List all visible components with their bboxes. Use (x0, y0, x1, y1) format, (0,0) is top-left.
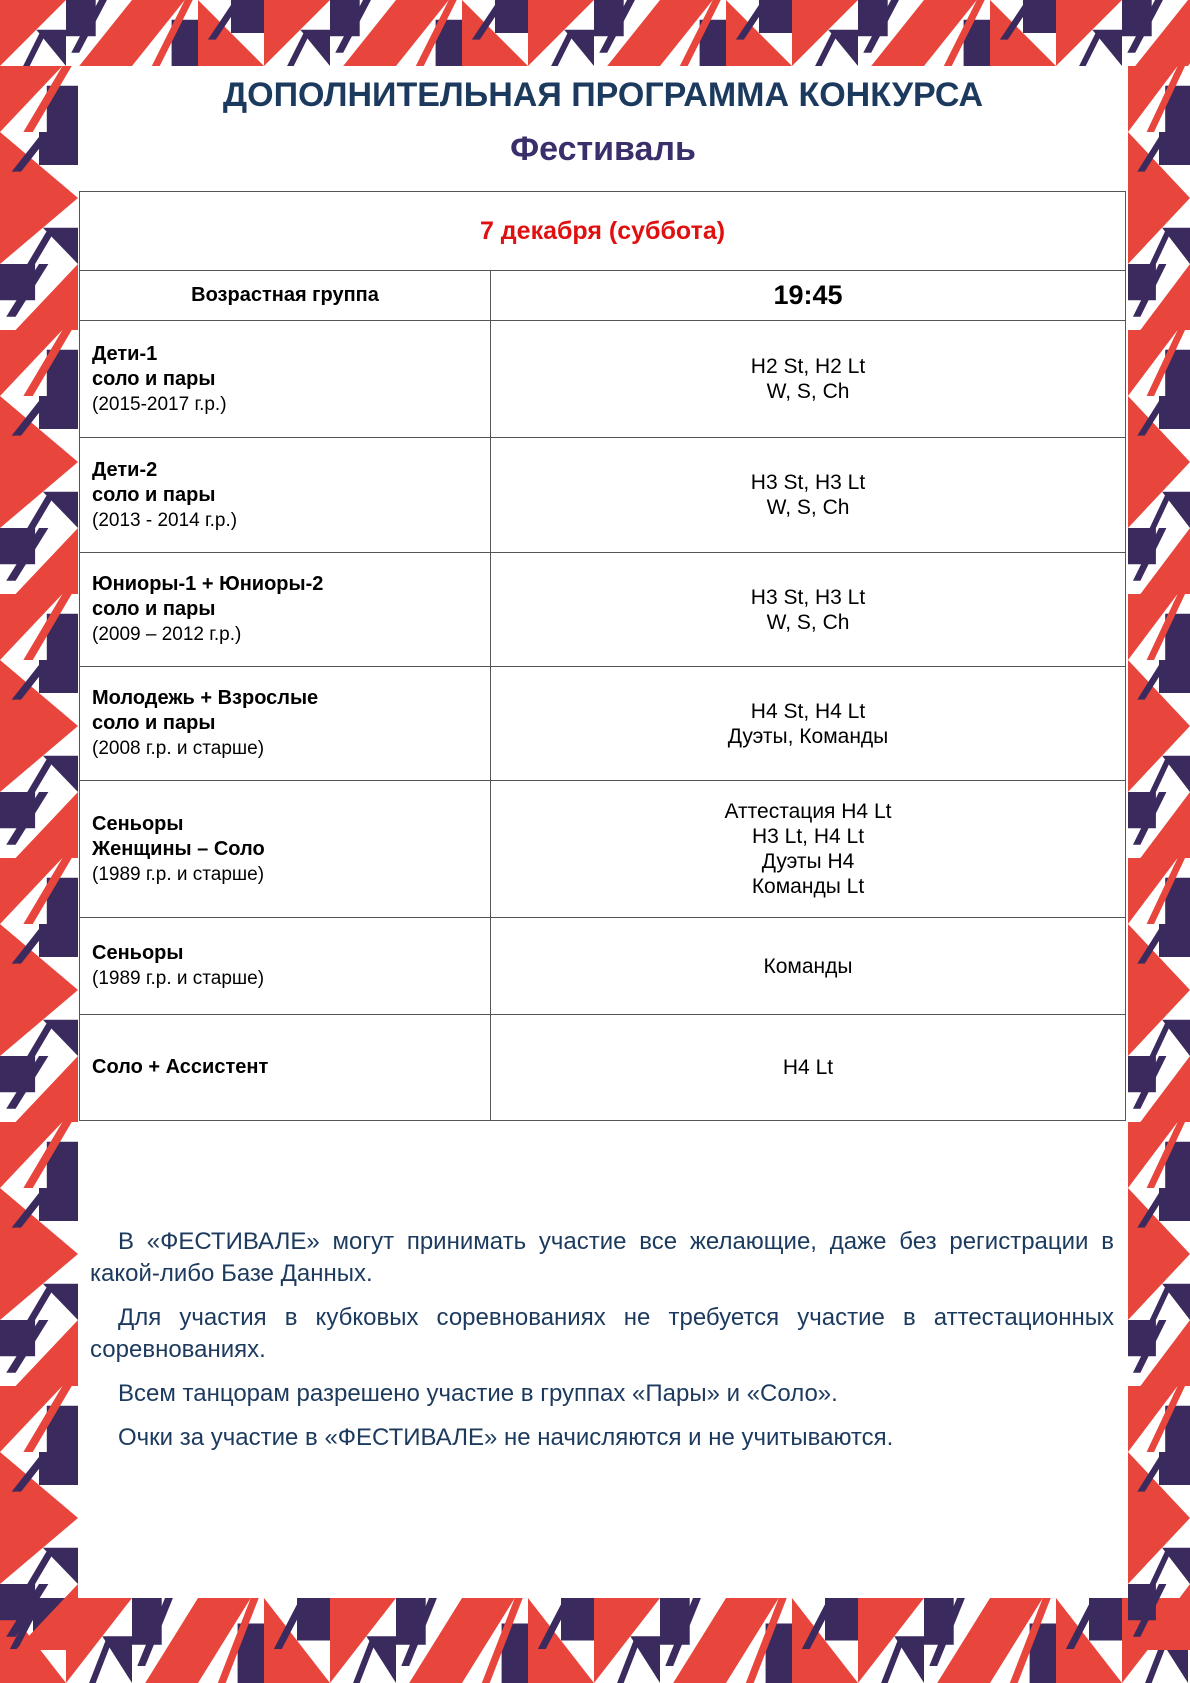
events-cell (491, 1015, 1126, 1121)
content-panel (78, 66, 1128, 1598)
group-name: Молодежь + Взрослые (92, 687, 319, 709)
event-line: Дуэты, Команды (727, 724, 889, 748)
table-row (80, 1015, 1126, 1121)
note-paragraph: Всем танцорам разрешено участие в группах «Пары» и «Соло». (118, 1380, 838, 1407)
age-group-cell (80, 1015, 491, 1121)
group-name: Дети-1 (92, 342, 158, 365)
event-line: Команды (763, 954, 853, 978)
age-group-cell (80, 781, 491, 918)
table-row (80, 918, 1126, 1015)
date-row (80, 192, 1126, 271)
events-cell (491, 438, 1126, 553)
group-birth-years: (2013 - 2014 г.р.) (92, 509, 238, 531)
column-header-time: 19:45 (491, 271, 1126, 321)
notes-section (90, 1226, 1114, 1466)
group-birth-years: (2008 г.р. и старше) (92, 738, 265, 759)
age-group-cell (80, 553, 491, 667)
group-category: соло и пары (92, 367, 216, 390)
event-line: H3 St, H3 Lt (750, 471, 866, 494)
group-name: Соло + Ассистент (92, 1056, 269, 1078)
group-category: Женщины – Соло (92, 837, 265, 860)
age-group-cell (80, 321, 491, 438)
events-cell (491, 553, 1126, 667)
group-name: Сеньоры (92, 812, 184, 835)
age-group-cell (80, 667, 491, 781)
page-title: ДОПОЛНИТЕЛЬНАЯ ПРОГРАММА КОНКУРСА (222, 76, 984, 114)
table-row (80, 438, 1126, 553)
page-subtitle: Фестиваль (510, 130, 696, 168)
group-birth-years: (1989 г.р. и старше) (92, 968, 265, 989)
group-category: соло и пары (92, 598, 216, 620)
age-group-cell (80, 438, 491, 553)
date-heading: 7 декабря (суббота) (80, 192, 1126, 271)
event-line: W, S, Ch (766, 610, 850, 634)
event-line: H4 St, H4 Lt (750, 699, 866, 723)
events-cell (491, 667, 1126, 781)
event-line: W, S, Ch (766, 380, 850, 403)
group-category: соло и пары (92, 483, 216, 506)
event-line: Дуэты H4 (761, 850, 855, 873)
group-name: Юниоры-1 + Юниоры-2 (92, 573, 324, 595)
column-header-group: Возрастная группа (80, 271, 491, 321)
events-cell (491, 321, 1126, 438)
schedule-table (79, 191, 1126, 1121)
header-row (80, 271, 1126, 321)
group-birth-years: (2015-2017 г.р.) (92, 393, 227, 415)
group-category: соло и пары (92, 712, 216, 734)
group-birth-years: (1989 г.р. и старше) (92, 863, 265, 885)
events-cell (491, 781, 1126, 918)
event-line: Аттестация H4 Lt (724, 800, 892, 823)
group-name: Дети-2 (92, 458, 158, 481)
note-paragraph: Очки за участие в «ФЕСТИВАЛЕ» не начисляются и не учитываются. (118, 1424, 894, 1451)
event-line: H2 St, H2 Lt (750, 355, 866, 378)
table-row (80, 667, 1126, 781)
note-paragraph: В «ФЕСТИВАЛЕ» могут принимать участие все желающие, даже без регистрации в какой-либо Базе Данных. (90, 1228, 1114, 1287)
event-line: Команды Lt (751, 875, 865, 898)
event-line: H4 Lt (782, 1056, 834, 1079)
table-row (80, 553, 1126, 667)
group-birth-years: (2009 – 2012 г.р.) (92, 624, 242, 645)
table-row (80, 781, 1126, 918)
group-name: Сеньоры (92, 942, 184, 964)
event-line: W, S, Ch (766, 496, 850, 519)
table-row (80, 321, 1126, 438)
events-cell (491, 918, 1126, 1015)
age-group-cell (80, 918, 491, 1015)
event-line: H3 St, H3 Lt (750, 585, 866, 609)
event-line: H3 Lt, H4 Lt (751, 825, 865, 848)
note-paragraph: Для участия в кубковых соревнованиях не требуется участие в аттестационных соревнованиях. (90, 1304, 1114, 1363)
